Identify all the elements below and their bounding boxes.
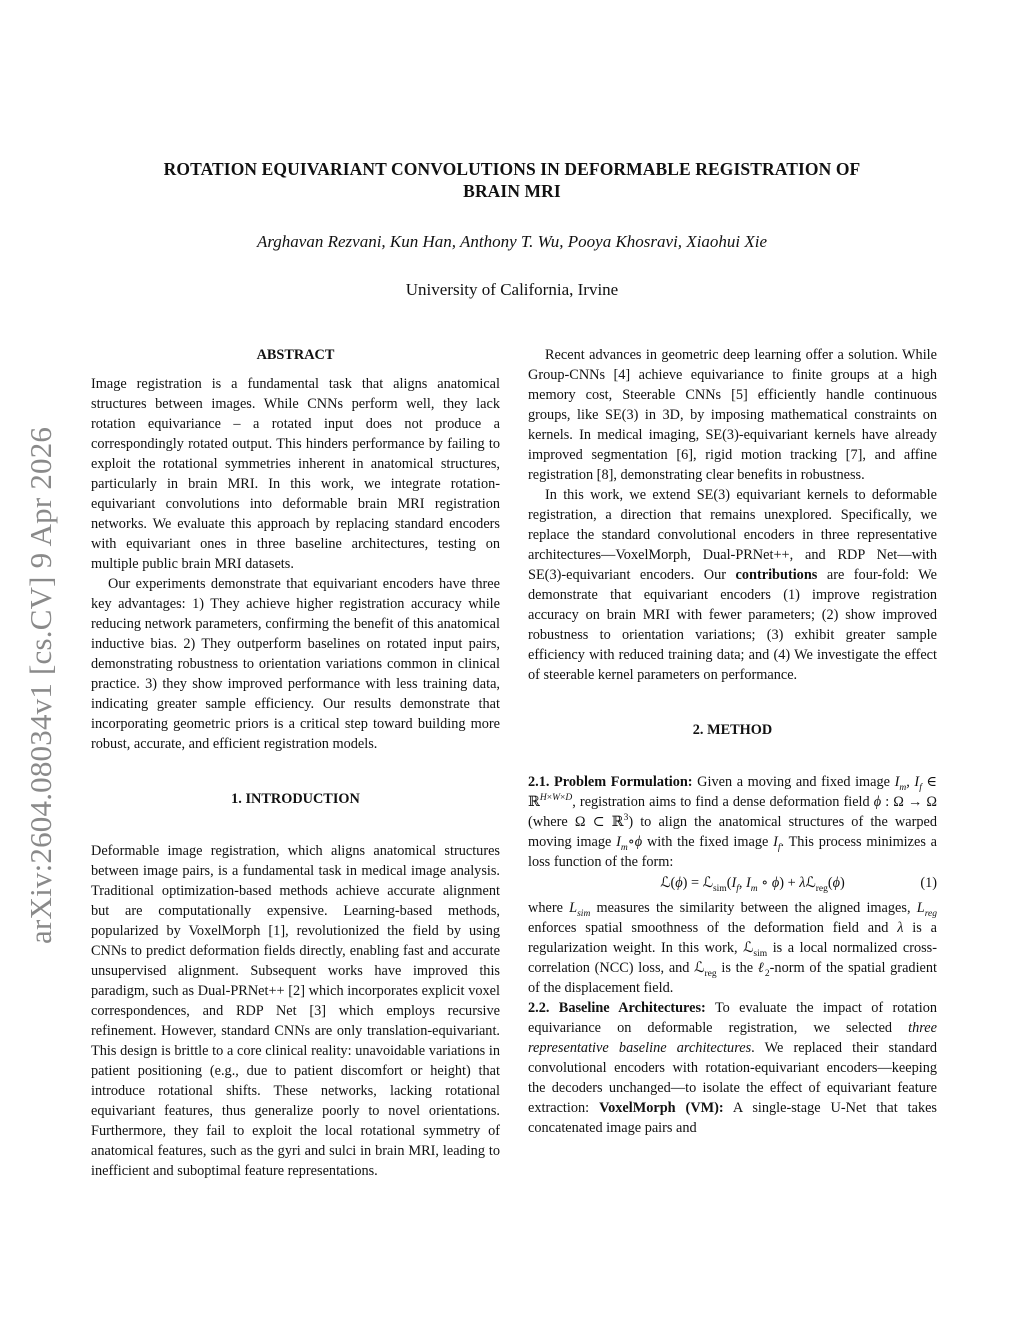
loss-description-paragraph: where $L_{sim}$ measures the similarity between the aligned images, $L_{reg}$ enforces spatial smoothness of the deformation field and λ is a regularization weight. In this work, ℒ$_{sim}$ is a local normalized cross-correlation (NCC) loss, and ℒ$_{reg}$ is the ℓ$_2$-norm of the spatial gradient of the displacement field. (528, 900, 938, 996)
arxiv-identifier: arXiv:2604.08034v1 [cs.CV] 9 Apr 2026 (23, 426, 58, 944)
abstract-paragraph-2: Our experiments demonstrate that equivariant encoders have three key advantages: 1) They achieve higher registration accuracy while reducing network parameters, confirming the benefit of this anatomical inductive bias. 2) They outperform baselines on rotated input pairs, demonstrating robustness to orientation variations common in clinical practice. 3) they show improved performance with less training data, indicating greater sample efficiency. Our results demonstrate that incorporating geometric priors is a critical step toward building more robust, accurate, and efficient registration models. (91, 576, 500, 752)
s21-text-a: Given a moving and fixed image (697, 774, 891, 790)
s21-text-m: -norm of the spatial gradient of the displacement field. (528, 960, 938, 996)
s21-text-l: is the (721, 960, 754, 976)
s21-text-k: is a local normalized cross-correlation (NCC) loss, and (528, 940, 937, 976)
abstract-paragraph-1: Image registration is a fundamental task that aligns anatomical structures between images. While CNNs perform well, they lack rotation equivariance – a rotated input does not produce a correspondingly rotated output. This hinders performance by failing to exploit the rotational symmetries inherent in anatomical structures, particularly in brain MRI. In this work, we integrate rotation-equivariant convolutions into deformable brain MRI registration networks. We evaluate this approach by replacing standard encoders with equivariant ones in three baseline architectures, testing on multiple public brain MRI datasets. (91, 376, 500, 572)
p3-rest: are four-fold: We demonstrate that equivariant encoders (1) improve registration accuracy on brain MRI with fewer parameters; (2) show improved robustness to orientation variations; (3) exhibit greater sample efficiency with reduced training data; and (4) We investigate the effect of steerable kernel parameters on performance. (528, 567, 937, 683)
s21-text-e: with the fixed image (646, 834, 769, 850)
s21-text-d: ) to align the anatomical structures of the warped moving image (528, 814, 937, 850)
title-line-1: ROTATION EQUIVARIANT CONVOLUTIONS IN DEFORMABLE REGISTRATION OF (163, 159, 861, 179)
subsection-2-1-heading: 2.1. Problem Formulation: (528, 774, 693, 790)
left-column (91, 345, 500, 1181)
contributions-bold: contributions (735, 567, 818, 583)
problem-formulation-paragraph: 2.1. Problem Formulation: Given a moving and fixed image $I_m$, $I_f$ ∈ ℝ$^{H\times W\times D}$, registration aims to find a dense deformation field ϕ : Ω → Ω (where Ω ⊂ ℝ$^3$) to align the anatomical structures of the warped moving image $I_m\circ\phi$ with the fixed image $I_f$. This process minimizes a loss function of the form: (528, 774, 937, 870)
s21-text-c: (where (528, 814, 568, 830)
abstract-heading: ABSTRACT (256, 347, 335, 363)
s21-text-f: . This process minimizes a loss function of the form: (528, 834, 937, 870)
equation-1 (528, 873, 937, 897)
s21-text-g: where (528, 900, 563, 916)
s21-text-b: , registration aims to find a dense deformation field (572, 794, 870, 810)
right-column (528, 345, 937, 1138)
loss-equation: ℒ(ϕ) = $ℒ_{sim}(I_f$, $I_m$ ∘ ϕ) + λℒ$_{reg}$(ϕ) (660, 875, 845, 894)
s21-text-j: is a regularization weight. In this work, (528, 920, 937, 956)
s22-text-b: . We replaced their standard convolutional encoders with rotation-equivariant encoders—keeping the decoders unchanged—to isolate the effect of equivariant feature extraction: (528, 1040, 937, 1116)
voxelmorph-label: VoxelMorph (VM): (599, 1100, 724, 1116)
method-heading: 2. METHOD (692, 722, 773, 738)
affiliation: University of California, Irvine (405, 280, 619, 299)
s22-text-c: A single-stage U-Net that takes concatenated image pairs and (528, 1100, 937, 1136)
introduction-heading: 1. INTRODUCTION (231, 791, 360, 807)
s22-italic-phrase: three representative baseline architectures (528, 1020, 938, 1056)
subsection-2-2-heading: 2.2. Baseline Architectures: (528, 1000, 706, 1016)
s21-text-h: measures the similarity between the aligned images, (596, 900, 911, 916)
arxiv-side-stamp (13, 376, 63, 946)
title-line-2: BRAIN MRI (463, 181, 561, 201)
p3-text: In this work, we extend SE(3) equivariant kernels to deformable registration, a direction that remains unexplored. Specifically, we replace the standard convolutional encoders in three representative architectures—VoxelMorph, Dual-PRNet++, and RDP Net—with SE(3)-equivariant encoders. Our (528, 487, 937, 583)
author-list: Arghavan Rezvani, Kun Han, Anthony T. Wu, Pooya Khosravi, Xiaohui Xie (256, 232, 768, 251)
intro-paragraph-2: Recent advances in geometric deep learning offer a solution. While Group-CNNs [4] achieve equivariance to finite groups at a high memory cost, Steerable CNNs [5] efficiently handle continuous groups, like SE(3) in 3D, by imposing mathematical constraints on kernels. In medical imaging, SE(3)-equivariant kernels have already improved segmentation [6], rigid motion tracking [7], and affine registration [8], demonstrating clear benefits in robustness. (528, 347, 937, 483)
equation-number: (1) (920, 875, 937, 891)
s22-text-a: To evaluate the impact of rotation equivariance on deformable registration, we selected (528, 1000, 937, 1036)
intro-paragraph-1: Deformable image registration, which aligns anatomical structures between image pairs, is a fundamental task in medical image analysis. Traditional optimization-based methods achieve accurate alignment but are computationally expensive. Learning-based methods, popularized by VoxelMorph [1], revolutionized the field by using CNNs to predict deformation fields directly, enabling fast and accurate unsupervised alignment. Subsequent works have improved this paradigm, such as Dual-PRNet++ [2] which incorporates explicit voxel correspondences, and RDP Net [3] which employs recursive refinement. However, standard CNNs are only translation-equivariant. This design is brittle to a core clinical reality: unavoidable variations in patient positioning (e.g., due to patient discomfort or height) that introduce rotational shifts. These networks, lacking rotational equivariant features, thus generalize poorly to novel orientations. Furthermore, they fail to exploit the local rotational symmetry of anatomical features, such as the gyri and sulci in brain MRI, leading to inefficient and suboptimal feature representations. (91, 843, 500, 1179)
paper-title (100, 158, 924, 202)
baseline-architectures-paragraph (528, 998, 937, 1138)
intro-paragraph-3 (528, 485, 937, 685)
s21-text-i: enforces spatial smoothness of the deformation field and (528, 920, 889, 936)
